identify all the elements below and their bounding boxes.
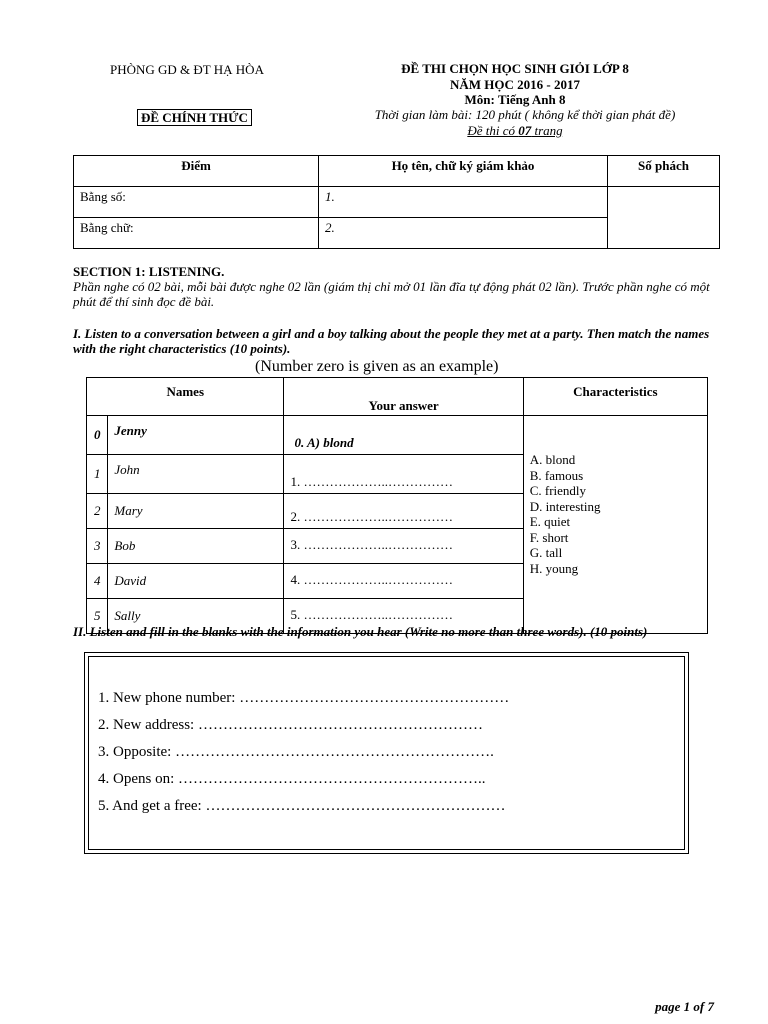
exam-title: ĐỀ THI CHỌN HỌC SINH GIỎI LỚP 8 xyxy=(401,61,629,76)
exam-pages-count: 07 xyxy=(518,123,532,138)
examiner-header: Họ tên, chữ ký giám khảo xyxy=(319,156,608,187)
examiner-1-field[interactable]: 1. xyxy=(319,187,608,218)
person-name: Bob xyxy=(108,529,284,564)
fill-line-address[interactable]: 2. New address: ………………………………………………… xyxy=(98,717,483,733)
characteristic-item: F. short xyxy=(529,529,569,545)
example-answer: 0. A) blond xyxy=(284,416,523,455)
row-number: 1 xyxy=(87,455,108,494)
matching-table xyxy=(86,377,708,634)
exam-subject: Môn: Tiếng Anh 8 xyxy=(464,92,566,107)
answer-field[interactable]: 5. ………………..…………… xyxy=(284,599,523,634)
department-name: PHÒNG GD & ĐT HẠ HÒA xyxy=(110,62,264,77)
task-1-instruction: I. Listen to a conversation between a girl and a boy talking about the people they met at a party. Then match the names with the right characteristics (10 points). xyxy=(73,326,710,356)
fill-line-free[interactable]: 5. And get a free: …………………………………………………… xyxy=(98,798,506,814)
examiner-2-field[interactable]: 2. xyxy=(319,218,608,249)
characteristic-item: G. tall xyxy=(529,545,563,560)
person-name: Mary xyxy=(108,494,284,529)
answer-field[interactable]: 3. ………………..…………… xyxy=(284,529,523,564)
fill-in-box xyxy=(84,652,689,854)
names-header: Names xyxy=(87,378,284,416)
fill-line-phone[interactable]: 1. New phone number: ……………………………………………… xyxy=(98,690,510,706)
fill-line-opens-on[interactable]: 4. Opens on: …………………………………………………….. xyxy=(98,771,486,787)
characteristics-header: Characteristics xyxy=(523,378,707,416)
score-in-digits-label: Bằng số: xyxy=(74,187,319,218)
answer-field[interactable]: 4. ………………..…………… xyxy=(284,564,523,599)
exam-year: NĂM HỌC 2016 - 2017 xyxy=(450,77,580,92)
fill-line-opposite[interactable]: 3. Opposite: ………………………………………………………. xyxy=(98,744,494,760)
row-number: 3 xyxy=(87,529,108,564)
answer-header: Your answer xyxy=(284,378,523,416)
person-name: John xyxy=(108,455,284,494)
characteristic-item: B. famous xyxy=(529,467,584,483)
characteristic-item: C. friendly xyxy=(529,483,587,498)
exam-page-count xyxy=(370,124,660,138)
exam-pages-suffix: trang xyxy=(531,123,563,138)
characteristic-item: A. blond xyxy=(529,452,576,467)
exam-time: Thời gian làm bài: 120 phút ( không kể thời gian phát đề) xyxy=(374,107,676,122)
example-note: (Number zero is given as an example) xyxy=(255,358,499,375)
score-table xyxy=(73,155,720,249)
score-in-words-label: Bằng chữ: xyxy=(74,218,319,249)
fill-in-box-inner xyxy=(88,656,685,850)
section-1-title: SECTION 1: LISTENING. xyxy=(73,264,225,279)
row-number: 2 xyxy=(87,494,108,529)
exam-pages-prefix: Đề thi có xyxy=(467,123,519,138)
code-header: Số phách xyxy=(608,156,720,187)
person-name: Sally xyxy=(108,599,284,634)
answer-field[interactable]: 1. ………………..…………… xyxy=(284,455,523,494)
row-number: 5 xyxy=(87,599,108,634)
characteristics-list xyxy=(523,416,707,634)
characteristic-item: E. quiet xyxy=(529,514,571,529)
person-name: Jenny xyxy=(108,416,284,455)
code-field xyxy=(608,187,720,249)
characteristic-item: H. young xyxy=(529,560,579,576)
official-exam-label: ĐỀ CHÍNH THỨC xyxy=(137,109,252,126)
characteristic-item: D. interesting xyxy=(529,498,601,514)
row-number: 4 xyxy=(87,564,108,599)
score-header: Điểm xyxy=(74,156,319,187)
answer-field[interactable]: 2. ………………..…………… xyxy=(284,494,523,529)
section-1-note: Phần nghe có 02 bài, mỗi bài được nghe 02 lần (giám thị chỉ mở 01 lần đĩa tự động phát 02 lần). Trước phần nghe có một phút để thí sinh đọc đề bài. xyxy=(73,279,710,309)
row-number: 0 xyxy=(87,416,108,455)
person-name: David xyxy=(108,564,284,599)
task-2-instruction: II. Listen and fill in the blanks with the information you hear (Write no more than three words). (10 points) xyxy=(73,624,648,639)
page-number: page 1 of 7 xyxy=(655,999,714,1014)
